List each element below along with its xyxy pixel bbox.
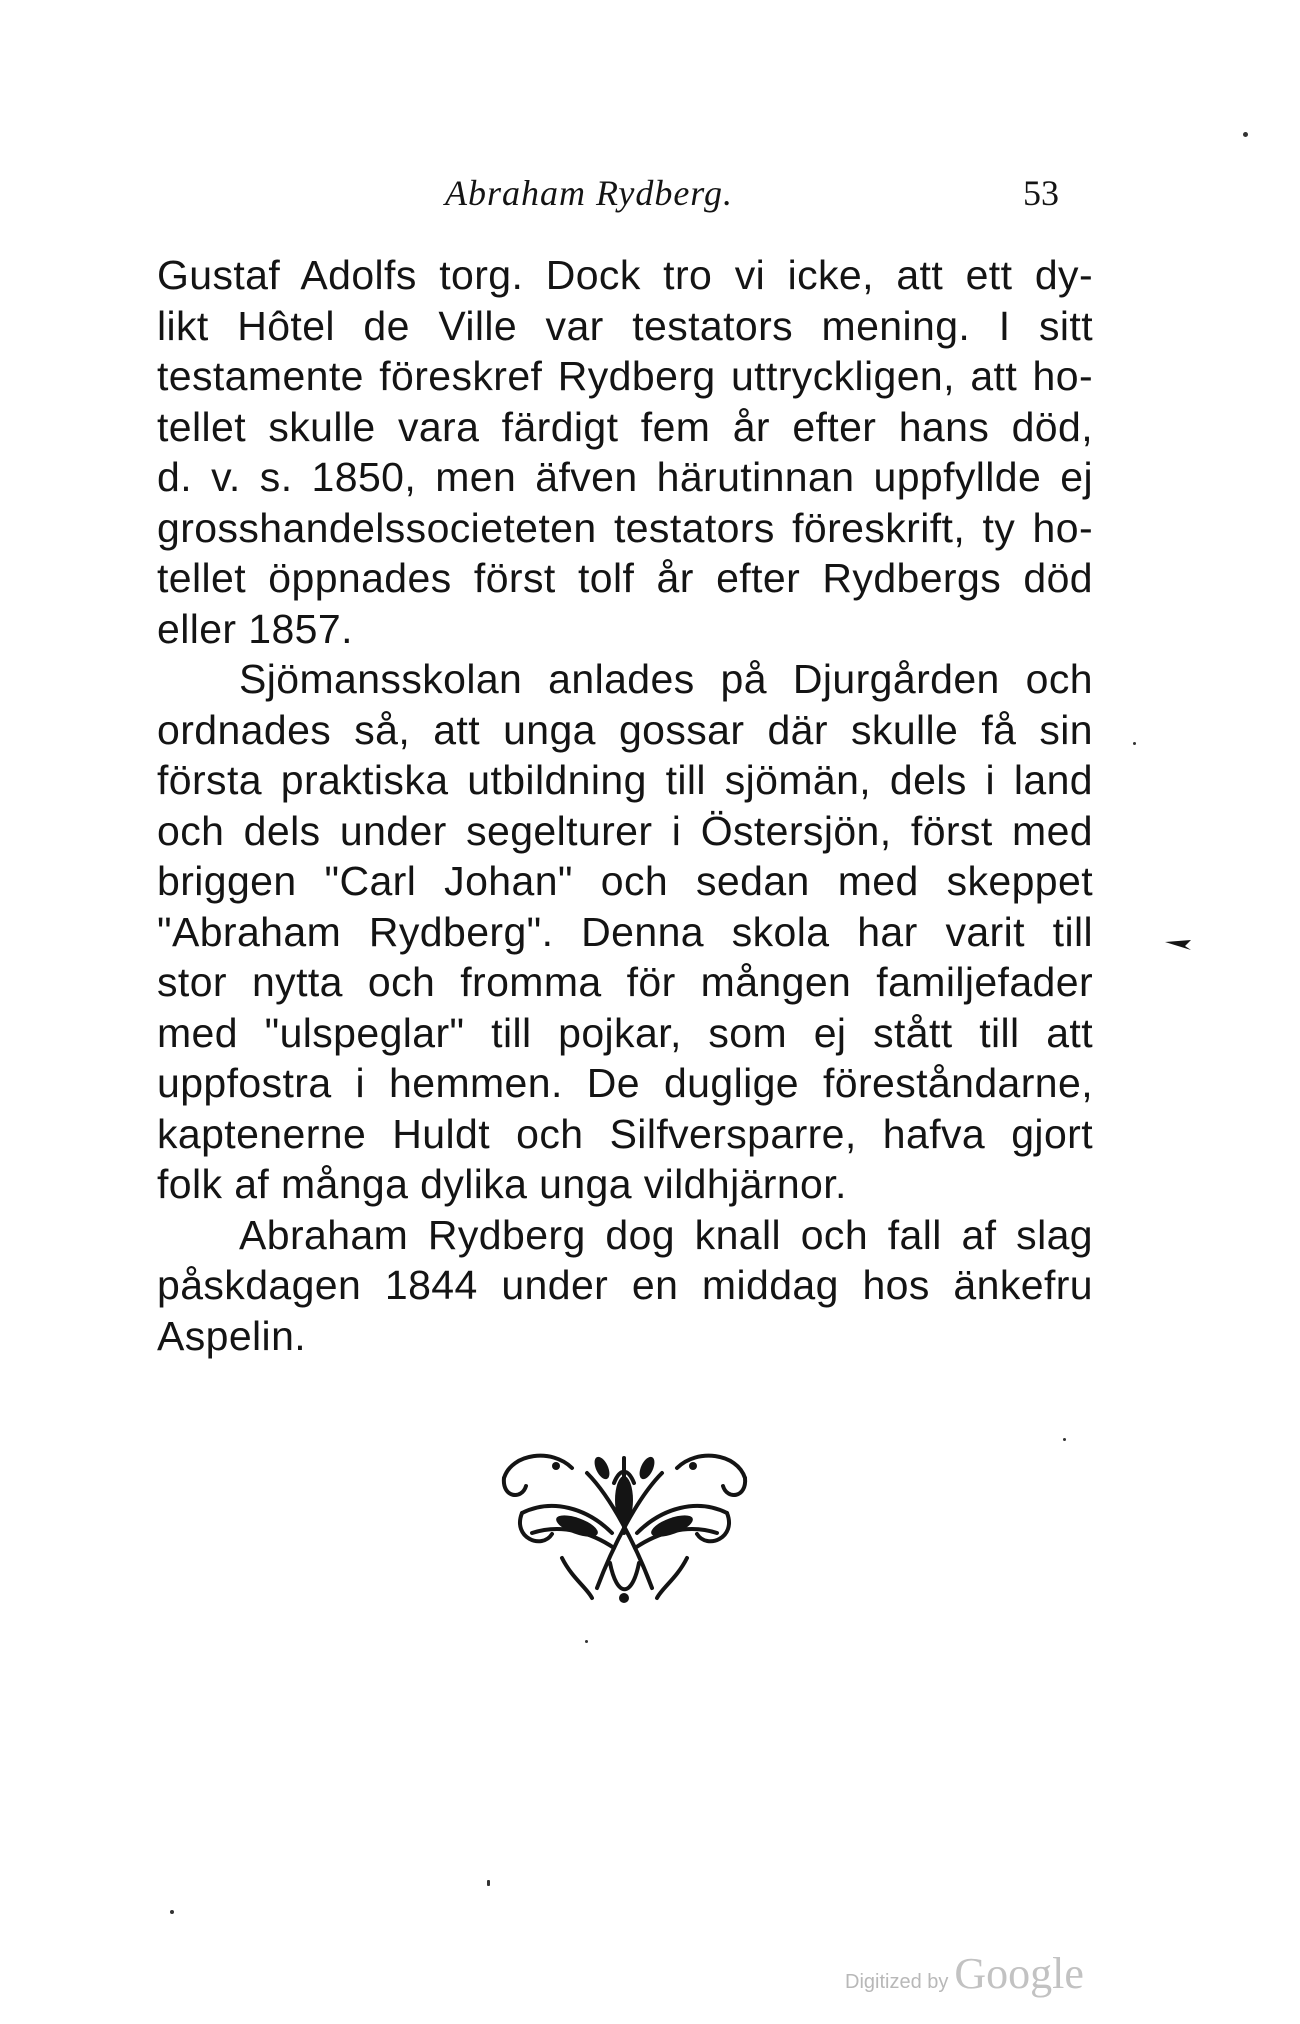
text-line: Aspelin. bbox=[157, 1312, 307, 1359]
body-text bbox=[157, 250, 1093, 1361]
running-title: Abraham Rydberg. bbox=[445, 173, 733, 213]
text-line: Gustaf Adolfs torg. Dock tro vi icke, att ett dy- bbox=[157, 252, 1093, 298]
text-line: Abraham Rydberg dog knall och fall af slag bbox=[239, 1211, 1093, 1258]
text-line: likt Hôtel de Ville var testators mening. I sitt bbox=[157, 302, 1093, 349]
scan-speck bbox=[1243, 132, 1248, 137]
google-wordmark: Google bbox=[954, 1949, 1084, 1998]
digitized-watermark bbox=[845, 1948, 1084, 1999]
text-line: Sjömansskolan anlades på Djurgården och bbox=[239, 656, 1093, 702]
scan-speck bbox=[1063, 1438, 1066, 1441]
text-line: påskdagen 1844 under en middag hos änkefru bbox=[157, 1262, 1093, 1308]
text-line: med "ulspeglar" till pojkar, som ej stått till att bbox=[157, 1009, 1093, 1056]
text-line: tellet skulle vara färdigt fem år efter hans död, bbox=[157, 403, 1093, 450]
floral-tailpiece-icon bbox=[492, 1438, 757, 1608]
text-line: d. v. s. 1850, men äfven härutinnan uppfyllde ej bbox=[157, 454, 1093, 500]
text-line: testamente föreskref Rydberg uttryckligen, att ho- bbox=[157, 353, 1093, 399]
text-line: uppfostra i hemmen. De duglige föreståndarne, bbox=[157, 1060, 1093, 1106]
text-line: första praktiska utbildning till sjömän, dels i land bbox=[157, 757, 1093, 803]
text-line: stor nytta och fromma för mången familjefader bbox=[157, 959, 1093, 1005]
scan-speck bbox=[170, 1910, 174, 1914]
text-line: ordnades så, att unga gossar där skulle få sin bbox=[157, 706, 1093, 753]
margin-mark-icon bbox=[1163, 938, 1193, 952]
scan-speck bbox=[1133, 742, 1136, 745]
scan-speck bbox=[585, 1640, 588, 1643]
text-line: "Abraham Rydberg". Denna skola har varit till bbox=[157, 908, 1093, 955]
digitized-prefix: Digitized by bbox=[845, 1971, 949, 1993]
text-line: eller 1857. bbox=[157, 605, 353, 652]
text-line: folk af många dylika unga vildhjärnor. bbox=[157, 1161, 847, 1207]
text-line: briggen "Carl Johan" och sedan med skeppet bbox=[157, 858, 1093, 904]
text-line: och dels under segelturer i Östersjön, först med bbox=[157, 807, 1093, 854]
text-line: grosshandelssocieteten testators föreskrift, ty ho- bbox=[157, 504, 1093, 551]
text-line: tellet öppnades först tolf år efter Rydbergs död bbox=[157, 555, 1093, 601]
scan-speck bbox=[487, 1880, 490, 1886]
text-line: kaptenerne Huldt och Silfversparre, hafva gjort bbox=[157, 1110, 1093, 1157]
page-number: 53 bbox=[1023, 173, 1059, 213]
